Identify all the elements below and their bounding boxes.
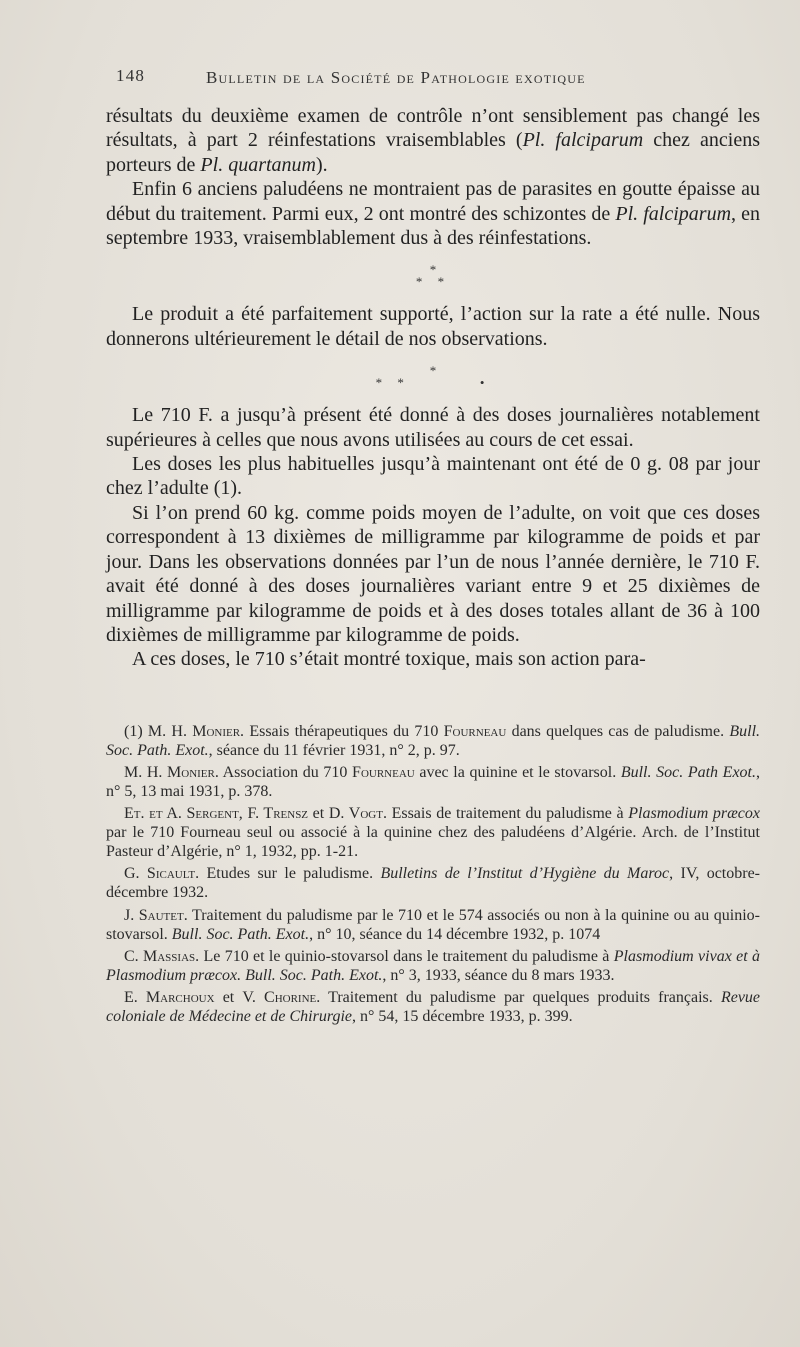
footnotes <box>106 722 760 1026</box>
footnote-item: (1) M. H. Monier. Essais thérapeutiques du 710 Fourneau dans quelques cas de paludisme. Bull. Soc. Path. Exot., séance du 11 février 1931, n° 2, p. 97. <box>106 722 761 759</box>
section-ornament-2: * * * • <box>375 363 491 391</box>
paragraph-6: Si l’on prend 60 kg. comme poids moyen de l’adulte, on voit que ces doses correspondent à 13 dixièmes de milligramme par kilogramme de poids et par jour. Dans les observations données par l’un de nous l’année dernière, le 710 F. avait été donné à des doses journalières variant entre 9 et 25 dixièmes de milligramme par kilogramme de poids et à des doses totales allant de 36 à 100 dixièmes de milligramme par kilogramme de poids. <box>106 501 760 646</box>
paragraph-2: Enfin 6 anciens paludéens ne montraient pas de parasites en goutte épaisse au début du traitement. Parmi eux, 2 ont montré des schizontes de Pl. falciparum, en septembre 1933, vraisemblablement dus à des réinfestations. <box>106 178 760 250</box>
running-title: Bulletin de la Société de Pathologie exotique <box>206 68 586 87</box>
footnote-item: M. H. Monier. Association du 710 Fourneau avec la quinine et le stovarsol. Bull. Soc. Path Exot., n° 5, 13 mai 1931, p. 378. <box>106 763 761 800</box>
footnote-item: J. Sautet. Traitement du paludisme par le 710 et le 574 associés ou non à la quinine ou au quinio-stovarsol. Bull. Soc. Path. Exot., n° 10, séance du 14 décembre 1932, p. 1074 <box>106 906 761 943</box>
page-number: 148 <box>116 66 146 85</box>
paragraph-4: Le 710 F. a jusqu’à présent été donné à des doses journalières notablement supérieures à celles que nous avons utilisées au cours de cet essai. <box>106 404 760 451</box>
footnote-item: G. Sicault. Etudes sur le paludisme. Bulletins de l’Institut d’Hygiène du Maroc, IV, octobre-décembre 1932. <box>106 865 760 902</box>
body-text <box>106 104 760 672</box>
footnote-item: C. Massias. Le 710 et le quinio-stovarsol dans le traitement du paludisme à Plasmodium vivax et à Plasmodium præcox. Bull. Soc. Path. Exot., n° 3, 1933, séance du 8 mars 1933. <box>106 947 761 984</box>
section-ornament: * * * <box>415 262 451 290</box>
footnote-item: E. Marchoux et V. Chorine. Traitement du paludisme par quelques produits français. Revue coloniale de Médecine et de Chirurgie, n° 54, 15 décembre 1933, p. 399. <box>106 988 761 1026</box>
footnote-item: Et. et A. Sergent, F. Trensz et D. Vogt. Essais de traitement du paludisme à Plasmodium præcox par le 710 Fourneau seul ou associé à la quinine chez des paludéens d’Algérie. Arch. de l’Institut Pasteur d’Algérie, n° 1, 1932, pp. 1-21. <box>106 805 760 861</box>
running-header <box>106 66 760 104</box>
paragraph-7: A ces doses, le 710 s’était montré toxique, mais son action para- <box>132 648 646 671</box>
paragraph-5: Les doses les plus habituelles jusqu’à maintenant ont été de 0 g. 08 par jour chez l’adulte (1). <box>106 453 760 500</box>
paragraph-1: résultats du deuxième examen de contrôle n’ont sensiblement pas changé les résultats, à part 2 réinfestations vraisemblables (Pl. falciparum chez anciens porteurs de Pl. quartanum). <box>106 105 760 176</box>
paragraph-3: Le produit a été parfaitement supporté, l’action sur la rate a été nulle. Nous donnerons ultérieurement le détail de nos observations. <box>106 303 760 350</box>
